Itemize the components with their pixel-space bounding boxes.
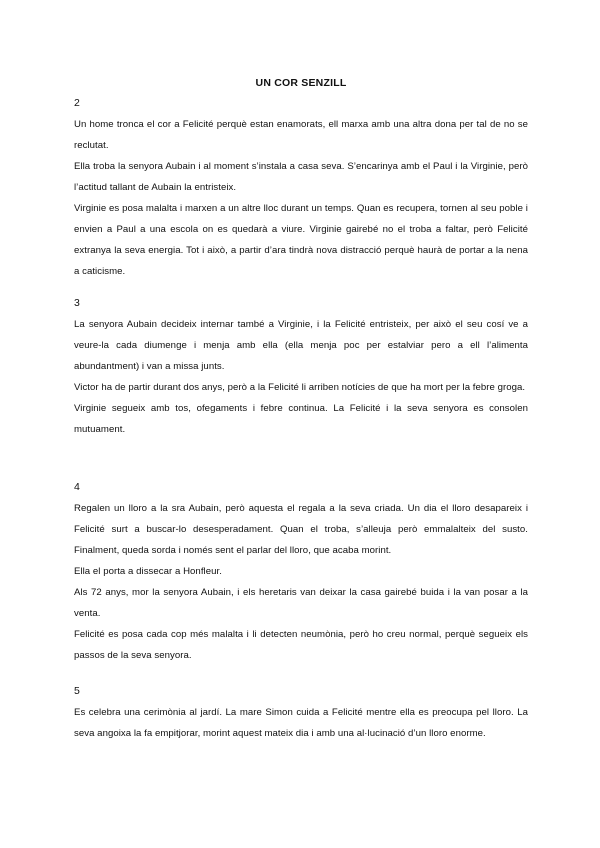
section-5: [74, 684, 528, 744]
paragraph: La senyora Aubain decideix internar també a Virginie, i la Felicité entristeix, per això el seu cosí ve a veure-la cada diumenge i menja amb ella (ella menja poc per estalviar pero a ell l’alimenta abundantment) i van a missa junts.: [74, 319, 528, 372]
section-number: 3: [74, 297, 80, 309]
document-page: [74, 0, 528, 848]
page-title: UN COR SENZILL: [255, 77, 347, 89]
paragraph: Virginie es posa malalta i marxen a un altre lloc durant un temps. Quan es recupera, tornen al seu poble i envien a Paul a una escola on es quedarà a viure. Virginie gairebé no el troba a faltar, però Felicité extranya la seva energia. Tot i això, a partir d’ara tindrà nova distracció perquè haurà de portar a la nena a caticisme.: [74, 203, 528, 277]
paragraph: Als 72 anys, mor la senyora Aubain, i els heretaris van deixar la casa gairebé buida i la van posar a la venta.: [74, 587, 528, 619]
paragraph: Victor ha de partir durant dos anys, però a la Felicité li arriben notícies de que ha mort per la febre groga.: [74, 382, 526, 393]
paragraph: Ella troba la senyora Aubain i al moment s’instala a casa seva. S’encarinya amb el Paul i la Virginie, però l’actitud tallant de Aubain la entristeix.: [74, 161, 528, 193]
paragraph: Ella el porta a dissecar a Honfleur.: [74, 566, 222, 577]
paragraph: Felicité es posa cada cop més malalta i li detecten neumònia, però ho creu normal, perquè segueix els passos de la seva senyora.: [74, 629, 528, 661]
section-number: 4: [74, 481, 80, 493]
section-3: [74, 296, 528, 440]
paragraph: Regalen un lloro a la sra Aubain, però aquesta el regala a la seva criada. Un dia el lloro desapareix i Felicité surt a buscar-lo desesperadament. Quan el troba, s’alleuja però emmalalteix del susto. Finalment, queda sorda i només sent el parlar del lloro, que acaba morint.: [74, 503, 528, 556]
paragraph: Virginie segueix amb tos, ofegaments i febre continua. La Felicité i la seva senyora es consolen mutuament.: [74, 403, 528, 435]
paragraph: Es celebra una cerimònia al jardí. La mare Simon cuida a Felicité mentre ella es preocupa pel lloro. La seva angoixa la fa empitjorar, morint aquest mateix dia i amb una al·lucinació d’un lloro enorme.: [74, 707, 528, 739]
section-number: 2: [74, 97, 80, 109]
paragraph: Un home tronca el cor a Felicité perquè estan enamorats, ell marxa amb una altra dona per tal de no se reclutat.: [74, 119, 528, 151]
section-2: [74, 96, 528, 282]
section-4: [74, 480, 528, 666]
section-number: 5: [74, 685, 80, 697]
